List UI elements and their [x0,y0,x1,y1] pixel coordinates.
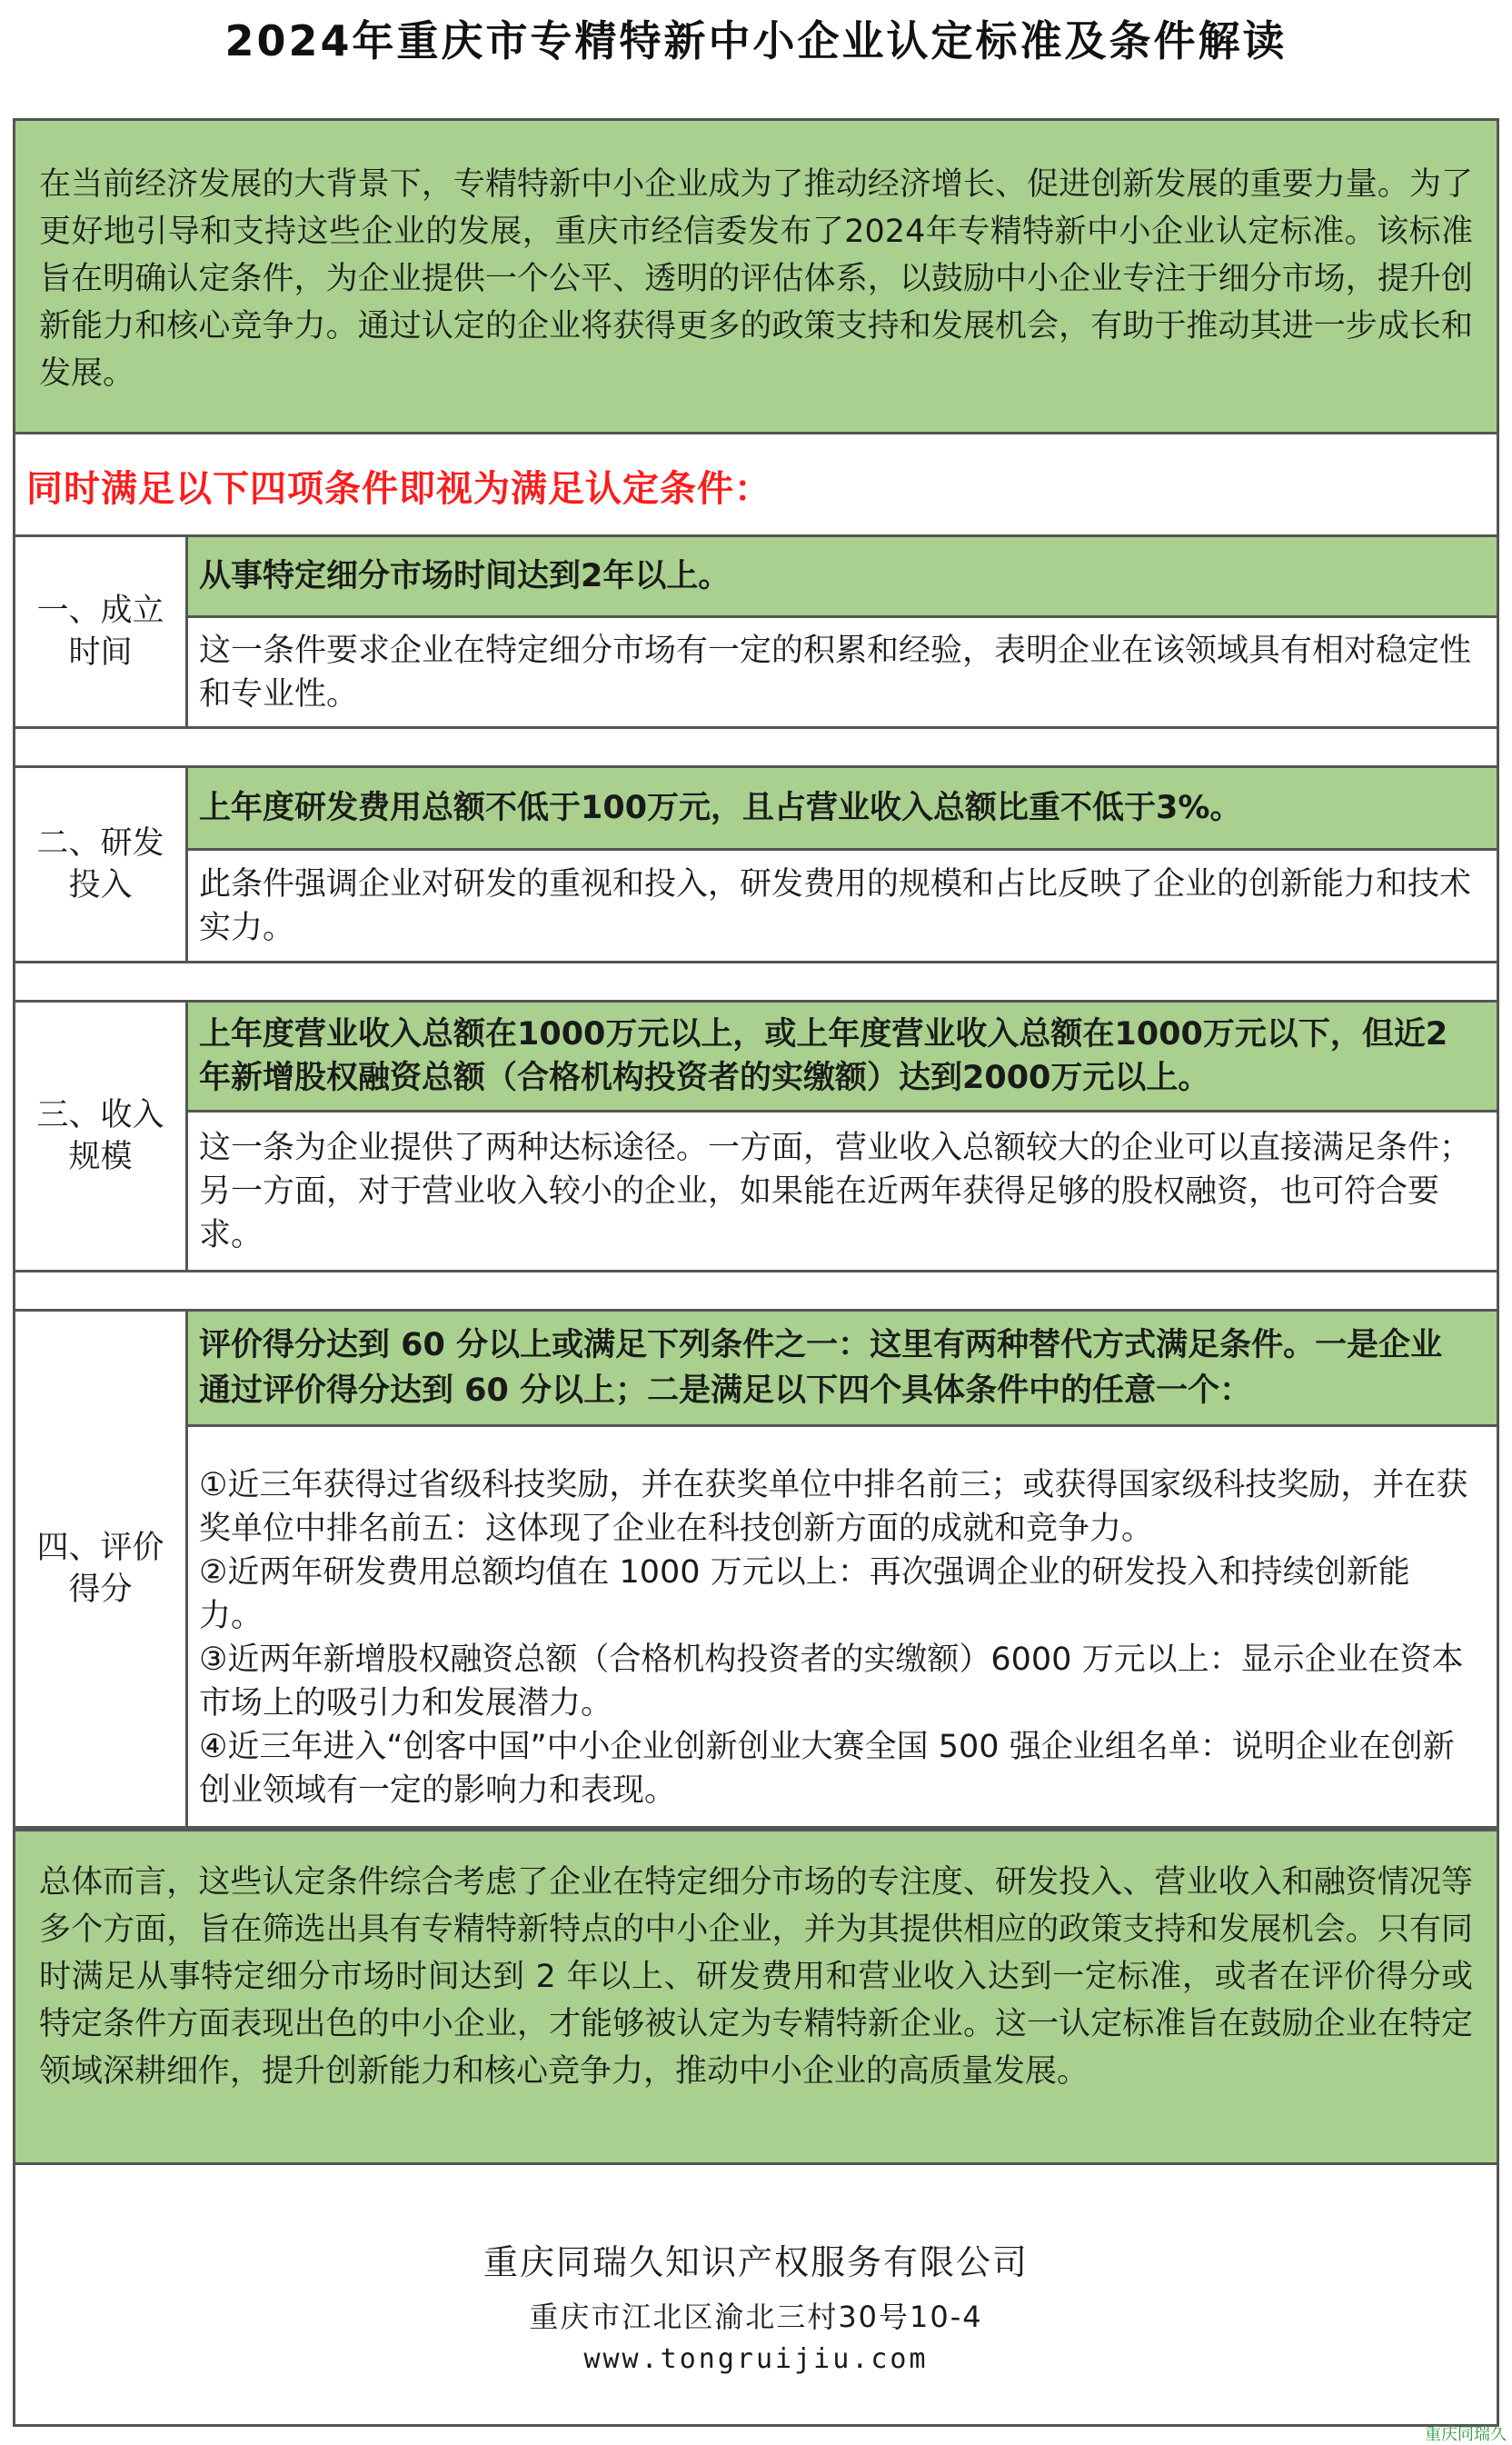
section-revenue-scale [13,1000,1499,1272]
footer [13,2165,1499,2427]
list-item: ④近三年进入“创客中国”中小企业创新创业大赛全国 500 强企业组名单：说明企业在创新创业领域有一定的影响力和表现。 [199,1729,1455,1809]
section-establishment-time [13,534,1499,729]
section-label [13,1000,185,1272]
section-spacer [13,729,1499,765]
section-explanation: 这一条为企业提供了两种达标途径。一方面，营业收入总额较大的企业可以直接满足条件；另一方面，对于营业收入较小的企业，如果能在近两年获得足够的股权融资，也可符合要求。 [185,1113,1499,1272]
intro-paragraph: 在当前经济发展的大背景下，专精特新中小企业成为了推动经济增长、促进创新发展的重要力量。为了更好地引导和支持这些企业的发展，重庆市经信委发布了2024年专精特新中小企业认定标准。该标准旨在明确认定条件，为企业提供一个公平、透明的评估体系，以鼓励中小企业专注于细分市场，提升创新能力和核心竞争力。通过认定的企业将获得更多的政策支持和发展机会，有助于推动其进一步成长和发展。 [13,118,1499,434]
list-item: ③近两年新增股权融资总额（合格机构投资者的实缴额）6000 万元以上：显示企业在资本市场上的吸引力和发展潜力。 [199,1642,1464,1721]
watermark: 重庆同瑞久 [1425,2425,1507,2444]
section-explanation: 这一条件要求企业在特定细分市场有一定的积累和经验，表明企业在该领域具有相对稳定性和专业性。 [185,618,1499,729]
section-requirement: 评价得分达到 60 分以上或满足下列条件之一：这里有两种替代方式满足条件。一是企业通过评价得分达到 60 分以上；二是满足以下四个具体条件中的任意一个： [185,1309,1499,1427]
section-label-line: 投入 [68,867,133,903]
section-requirement: 上年度营业收入总额在1000万元以上，或上年度营业收入总额在1000万元以下，但近2年新增股权融资总额（合格机构投资者的实缴额）达到2000万元以上。 [185,1000,1499,1113]
list-item: ②近两年研发费用总额均值在 1000 万元以上：再次强调企业的研发投入和持续创新能力。 [199,1554,1410,1634]
section-label-line: 得分 [68,1572,133,1608]
section-label-line: 一、成立 [36,593,164,629]
section-evaluation-score [13,1309,1499,1829]
company-website[interactable]: www.tongruijiu.com [583,2343,929,2375]
conditions-heading: 同时满足以下四项条件即视为满足认定条件： [13,434,1499,534]
section-label-line: 二、研发 [36,825,164,862]
section-label [13,765,185,963]
section-spacer [13,1272,1499,1309]
section-label-line: 四、评价 [36,1530,164,1566]
company-address: 重庆市江北区渝北三村30号10-4 [529,2300,983,2334]
section-label-line: 三、收入 [36,1097,164,1133]
section-explanation: 此条件强调企业对研发的重视和投入，研发费用的规模和占比反映了企业的创新能力和技术实力。 [185,851,1499,963]
section-requirement: 从事特定细分市场时间达到2年以上。 [185,534,1499,618]
section-rd-investment [13,765,1499,963]
section-requirement: 上年度研发费用总额不低于100万元，且占营业收入总额比重不低于3%。 [185,765,1499,851]
section-explanation-list [185,1427,1499,1829]
list-item: ①近三年获得过省级科技奖励，并在获奖单位中排名前三；或获得国家级科技奖励，并在获奖单位中排名前五：这体现了企业在科技创新方面的成就和竞争力。 [199,1467,1468,1547]
section-spacer [13,963,1499,1000]
section-label [13,1309,185,1829]
summary-paragraph: 总体而言，这些认定条件综合考虑了企业在特定细分市场的专注度、研发投入、营业收入和融资情况等多个方面，旨在筛选出具有专精特新特点的中小企业，并为其提供相应的政策支持和发展机会。只有同时满足从事特定细分市场时间达到 2 年以上、研发费用和营业收入达到一定标准，或者在评价得分或特定条件方面表现出色的中小企业，才能够被认定为专精特新企业。这一认定标准旨在鼓励企业在特定领域深耕细作，提升创新能力和核心竞争力，推动中小企业的高质量发展。 [13,1829,1499,2165]
page-title: 2024年重庆市专精特新中小企业认定标准及条件解读 [224,16,1288,65]
section-label-line: 时间 [68,634,133,671]
section-label [13,534,185,729]
section-label-line: 规模 [68,1139,133,1175]
company-name: 重庆同瑞久知识产权服务有限公司 [482,2242,1029,2282]
